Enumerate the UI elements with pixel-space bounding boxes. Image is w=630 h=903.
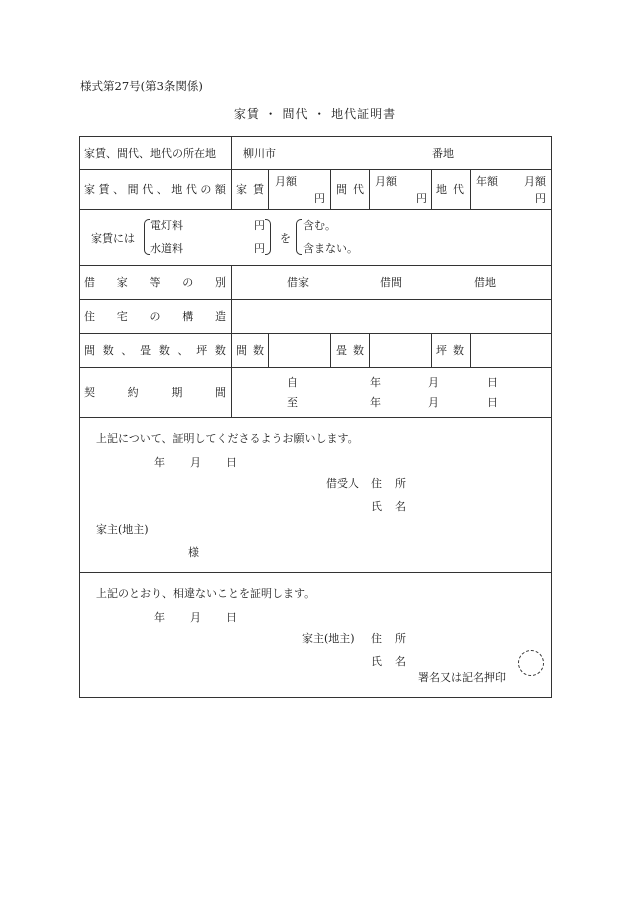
label-char: 地 <box>171 183 183 196</box>
label-char: 代 <box>453 183 464 196</box>
column-divider <box>330 333 331 367</box>
room-monthly-label: 月額 <box>375 175 397 188</box>
water-yen: 円 <box>254 242 265 255</box>
electric-yen: 円 <box>254 219 265 232</box>
label-char: 間 <box>214 386 226 399</box>
label-char: 額 <box>214 183 226 196</box>
column-divider <box>330 169 331 209</box>
right-brace <box>265 219 271 255</box>
room-label <box>336 184 364 195</box>
label-char: 住 <box>371 632 382 645</box>
contract-from-year: 年 <box>370 376 381 389</box>
certify-text: 上記のとおり、相違ないことを証明します。 <box>96 587 316 600</box>
contract-label <box>84 387 226 398</box>
row-divider <box>79 209 552 210</box>
form-number: 様式第27号(第3条関係) <box>80 79 203 93</box>
landlord-addressee: 家主(地主) <box>96 523 149 536</box>
row-divider <box>79 299 552 300</box>
document-title-text: 家賃 ・ 間代 ・ 地代証明書 <box>233 107 397 121</box>
column-divider <box>369 169 370 209</box>
land-yen: 円 <box>535 192 546 205</box>
column-divider <box>470 169 471 209</box>
request-month: 月 <box>190 456 201 469</box>
row-divider <box>79 265 552 266</box>
certify-month: 月 <box>190 611 201 624</box>
label-char: 賃 <box>98 183 110 196</box>
rent-monthly-label: 月額 <box>275 175 297 188</box>
label-char: 氏 <box>371 655 382 668</box>
left-brace <box>296 219 302 255</box>
location-banchi: 番地 <box>432 147 454 160</box>
label-char: 代 <box>185 183 197 196</box>
certify-day: 日 <box>226 611 237 624</box>
land-monthly-label: 月額 <box>524 175 546 188</box>
label-char: 契 <box>84 386 95 399</box>
excludes-option: 含まない。 <box>303 242 358 255</box>
contract-to-year: 年 <box>370 396 381 409</box>
label-char: 、 <box>177 344 189 357</box>
water-label: 水道料 <box>150 242 183 255</box>
type-option-land: 借地 <box>474 276 496 289</box>
certifier-label: 家主(地主) <box>302 632 355 645</box>
tatami-count-label <box>336 345 364 356</box>
label-char: 畳 <box>140 344 152 357</box>
request-text: 上記について、証明してくださるようお願いします。 <box>96 432 359 445</box>
type-option-house: 借家 <box>287 276 309 289</box>
tenant-address-label <box>371 478 406 489</box>
contract-from-day: 日 <box>487 376 498 389</box>
column-divider <box>268 333 269 367</box>
label-char: 、 <box>121 344 133 357</box>
label-char: 住 <box>84 310 95 323</box>
label-char: 、 <box>156 183 168 196</box>
label-char: 間 <box>127 183 139 196</box>
label-char: 坪 <box>436 344 447 357</box>
label-char: 借 <box>84 276 95 289</box>
utilities-prefix: 家賃には <box>91 232 135 245</box>
label-char: 、 <box>113 183 125 196</box>
label-char: 期 <box>171 386 183 399</box>
label-char: 間 <box>84 344 95 357</box>
amounts-label <box>84 184 226 195</box>
label-char: 代 <box>353 183 364 196</box>
column-divider <box>369 333 370 367</box>
label-char: 別 <box>215 276 226 289</box>
label-char: 数 <box>158 344 170 357</box>
request-day: 日 <box>226 456 237 469</box>
label-char: 数 <box>353 344 364 357</box>
label-char: の <box>200 183 212 196</box>
column-divider <box>268 169 269 209</box>
label-char: 家 <box>84 183 95 196</box>
contract-from: 自 <box>287 376 298 389</box>
electric-label: 電灯料 <box>150 219 183 232</box>
tenant-label: 借受人 <box>326 477 359 490</box>
label-char: 等 <box>149 276 161 289</box>
label-char: 数 <box>102 344 114 357</box>
label-char: 間 <box>336 183 347 196</box>
row-divider <box>79 169 552 170</box>
honorific: 様 <box>188 546 199 559</box>
certifier-address-label <box>371 633 406 644</box>
rooms-label <box>84 345 226 356</box>
label-char: の <box>149 310 161 323</box>
label-char: 構 <box>182 310 194 323</box>
type-label <box>84 277 226 288</box>
land-yearly-label: 年額 <box>476 175 498 188</box>
room-yen: 円 <box>416 192 427 205</box>
column-divider <box>431 169 432 209</box>
contract-to-day: 日 <box>487 396 498 409</box>
certify-year: 年 <box>154 611 165 624</box>
request-year: 年 <box>154 456 165 469</box>
label-char: 造 <box>215 310 226 323</box>
rooms-count-label <box>236 345 264 356</box>
label-char: 所 <box>395 632 406 645</box>
location-label: 家賃、間代、地代の所在地 <box>84 147 216 160</box>
structure-label <box>84 311 226 322</box>
label-char: 間 <box>236 344 247 357</box>
label-char: 宅 <box>116 310 128 323</box>
tsubo-count-label <box>436 345 464 356</box>
label-char: 氏 <box>371 500 382 513</box>
tenant-name-label <box>371 501 406 512</box>
column-divider <box>231 265 232 417</box>
label-char: 地 <box>436 183 447 196</box>
utilities-particle: を <box>280 232 291 245</box>
label-char: 賃 <box>253 183 264 196</box>
certifier-name-label <box>371 656 406 667</box>
document-title <box>0 108 630 120</box>
label-char: 畳 <box>336 344 347 357</box>
label-char: の <box>182 276 194 289</box>
contract-to: 至 <box>287 396 298 409</box>
land-label <box>436 184 464 195</box>
label-char: 名 <box>395 500 406 513</box>
contract-to-month: 月 <box>428 396 439 409</box>
seal-circle-icon <box>518 650 544 676</box>
column-divider <box>470 333 471 367</box>
label-char: 数 <box>453 344 464 357</box>
label-char: 約 <box>127 386 139 399</box>
location-city: 柳川市 <box>243 147 276 160</box>
label-char: 所 <box>395 477 406 490</box>
label-char: 数 <box>253 344 264 357</box>
label-char: 家 <box>236 183 247 196</box>
row-divider <box>79 417 552 418</box>
type-option-room: 借間 <box>380 276 402 289</box>
column-divider <box>231 136 232 209</box>
row-divider <box>79 572 552 573</box>
rent-yen: 円 <box>314 192 325 205</box>
seal-note: 署名又は記名押印 <box>418 671 506 684</box>
label-char: 名 <box>395 655 406 668</box>
contract-from-month: 月 <box>428 376 439 389</box>
label-char: 数 <box>214 344 226 357</box>
label-char: 坪 <box>196 344 208 357</box>
label-char: 家 <box>116 276 128 289</box>
row-divider <box>79 367 552 368</box>
label-char: 代 <box>142 183 154 196</box>
row-divider <box>79 333 552 334</box>
rent-label <box>236 184 264 195</box>
includes-option: 含む。 <box>303 219 336 232</box>
label-char: 住 <box>371 477 382 490</box>
column-divider <box>431 333 432 367</box>
